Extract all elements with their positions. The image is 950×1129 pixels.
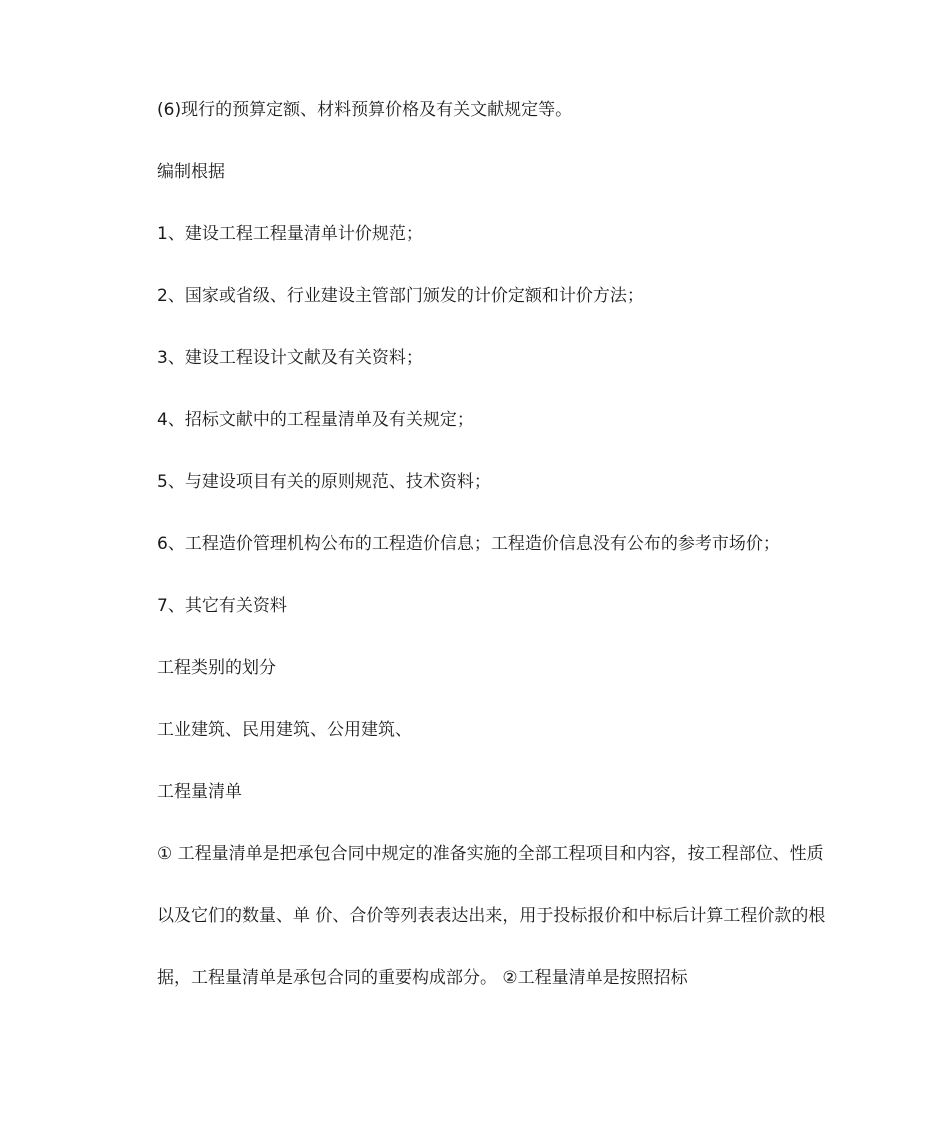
list-item: 4、招标文献中的工程量清单及有关规定； [157, 410, 474, 430]
list-item: 1、建设工程工程量清单计价规范； [157, 224, 423, 244]
list-item: 7、其它有关资料 [157, 596, 287, 616]
list-item: 6、工程造价管理机构公布的工程造价信息；工程造价信息没有公布的参考市场价； [157, 534, 780, 554]
section-heading-basis: 编制根据 [157, 162, 225, 182]
body-paragraph: ① 工程量清单是把承包合同中规定的准备实施的全部工程项目和内容，按工程部位、性质以及它们的数量、单 价、合价等列表表达出来，用于投标报价和中标后计算工程价款的根据，工程量清单是承包合同的重要构成部分。 ②工程量清单是按照招标 [157, 844, 826, 988]
document-body [157, 96, 837, 1009]
list-item: 2、国家或省级、行业建设主管部门颁发的计价定额和计价方法； [157, 286, 644, 306]
list-item: 3、建设工程设计文献及有关资料； [157, 348, 423, 368]
section-heading-bill: 工程量清单 [157, 782, 242, 802]
text-line: (6)现行的预算定额、材料预算价格及有关文献规定等。 [157, 100, 573, 120]
section-heading-classification: 工程类别的划分 [157, 658, 276, 678]
text-line: 工业建筑、民用建筑、公用建筑、 [157, 720, 412, 740]
list-item: 5、与建设项目有关的原则规范、技术资料； [157, 472, 491, 492]
